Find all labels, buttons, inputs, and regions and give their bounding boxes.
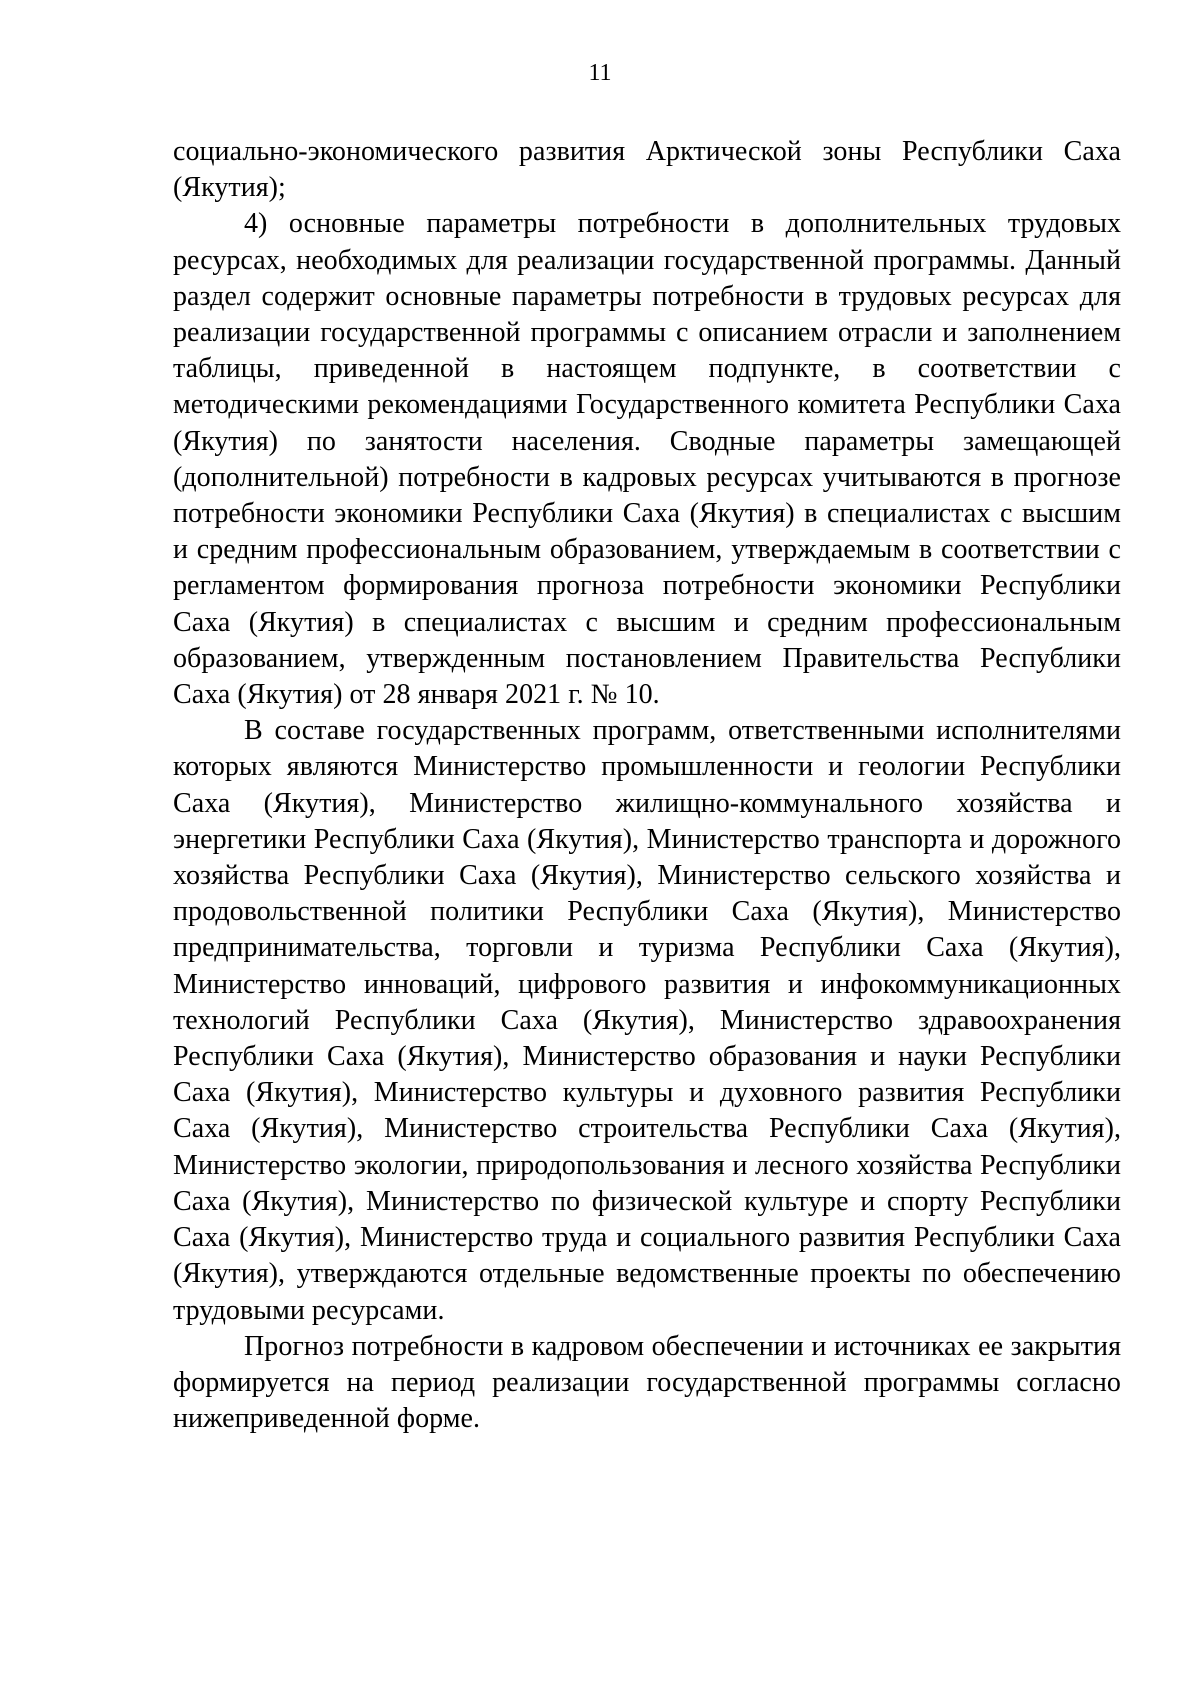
paragraph-forecast: Прогноз потребности в кадровом обеспечении и источниках ее закрытия формируется на период реализации государственной программы согласно нижеприведенной форме. bbox=[173, 1330, 1121, 1435]
paragraph-labor-resources: 4) основные параметры потребности в дополнительных трудовых ресурсах, необходимых для реализации государственной программы. Данный раздел содержит основные параметры потребности в трудовых ресурсах для реализации государственной программы с описанием отрасли и заполнением таблицы, приведенной в настоящем подпункте, в соответствии с методическими рекомендациями Государственного комитета Республики Саха (Якутия) по занятости населения. Сводные параметры замещающей (дополнительной) потребности в кадровых ресурсах учитываются в прогнозе потребности экономики Республики Саха (Якутия) в специалистах с высшим и средним профессиональным образованием, утверждаемым в соответствии с регламентом формирования прогноза потребности экономики Республики Саха (Якутия) в специалистах с высшим и средним профессиональным образованием, утвержденным постановлением Правительства Республики Саха (Якутия) от 28 января 2021 г. № 10. bbox=[173, 208, 1121, 711]
paragraph-ministries: В составе государственных программ, ответственными исполнителями которых являются Министерство промышленности и геологии Республики Саха (Якутия), Министерство жилищно-коммунального хозяйства и энергетики Республики Саха (Якутия), Министерство транспорта и дорожного хозяйства Республики Саха (Якутия), Министерство сельского хозяйства и продовольственной политики Республики Саха (Якутия), Министерство предпринимательства, торговли и туризма Республики Саха (Якутия), Министерство инноваций, цифрового развития и инфокоммуникационных технологий Республики Саха (Якутия), Министерство здравоохранения Республики Саха (Якутия), Министерство образования и науки Республики Саха (Якутия), Министерство культуры и духовного развития Республики Саха (Якутия), Министерство строительства Республики Саха (Якутия), Министерство экологии, природопользования и лесного хозяйства Республики Саха (Якутия), Министерство по физической культуре и спорту Республики Саха (Якутия), Министерство труда и социального развития Республики Саха (Якутия), утверждаются отдельные ведомственные проекты по обеспечению трудовыми ресурсами. bbox=[173, 715, 1121, 1326]
page-number: 11 bbox=[588, 60, 612, 86]
paragraph-continuation: социально-экономического развития Арктической зоны Республики Саха (Якутия); bbox=[173, 136, 1121, 204]
document-body bbox=[173, 134, 1121, 1437]
